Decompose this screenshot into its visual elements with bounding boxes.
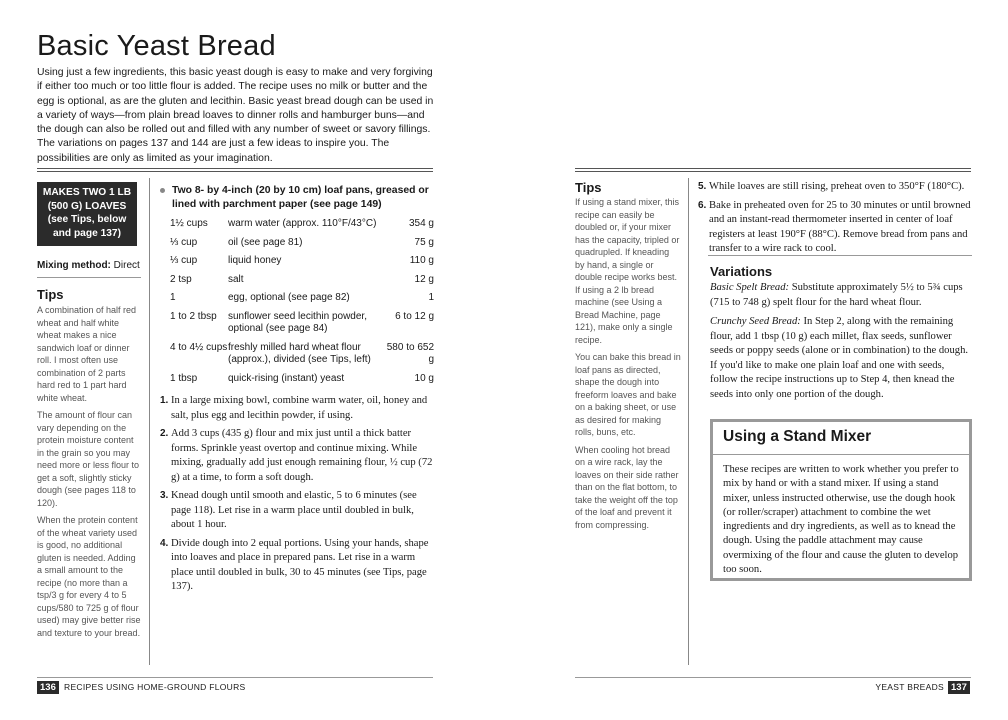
- ingredient-row: [170, 311, 434, 336]
- equipment-note: [160, 184, 435, 211]
- yield-line: MAKES TWO 1 LB: [42, 187, 132, 198]
- variation-name: Crunchy Seed Bread:: [710, 316, 801, 327]
- step-number: 6.: [698, 199, 707, 211]
- ingredient-name: oil (see page 81): [228, 236, 303, 248]
- method-step: [698, 199, 973, 257]
- page-number-right: 137: [948, 681, 970, 694]
- sidebar-box-text: These recipes are written to work whether you prefer to mix by hand or with a stand mixer. If using a stand mixer, unless instructed otherwise, use the dough hook (or roller/scraper) attachment to combine the wet ingredients and dry ingredients, as well as to knead the dough. Using the paddle attachment may cause overmixing of the flour and cause the gluten to develop too soon.: [723, 464, 959, 576]
- running-head-right: YEAST BREADS: [875, 682, 944, 692]
- ingredient-list: [170, 218, 434, 391]
- ingredient-amount: ⅓ cup: [170, 255, 198, 266]
- ingredient-amount: 2 tsp: [170, 273, 192, 285]
- tips-left: [37, 304, 143, 644]
- tip-paragraph: When the protein content of the wheat variety used is good, no additional gluten is needed. Adding a small amount to the recipe (no more than a tsp/3 g for every 4 to 5 cups/580 to 725 g of flour used) may give better rise and texture to your bread.: [37, 515, 141, 638]
- footer-divider-left: [37, 677, 433, 678]
- ingredient-row: [170, 218, 434, 231]
- ingredient-name: egg, optional (see page 82): [228, 292, 350, 303]
- variation-text: In Step 2, along with the remaining flour, add 1 tbsp (10 g) each millet, flax seeds, sunflower seeds or poppy seeds (alone or in combination) to the dough. If you'd like to make one plain loaf and one with seeds, follow the recipe instructions up to Step 4, then knead the seeds into only one portion of the dough.: [710, 316, 969, 400]
- step-text: Divide dough into 2 equal portions. Using your hands, shape into loaves and place in prepared pans. Let rise in a warm place until doubled in bulk, 30 to 45 minutes (see Tips, page 137).: [171, 537, 429, 592]
- variation-name: Basic Spelt Bread:: [710, 282, 790, 293]
- ingredient-amount: ⅓ cup: [170, 236, 198, 248]
- header-divider-left: [37, 168, 433, 172]
- ingredient-weight: 110 g: [409, 255, 434, 266]
- ingredient-row: [170, 292, 434, 305]
- method-step: [160, 537, 435, 595]
- divider: [708, 255, 972, 256]
- tips-heading-right: Tips: [575, 180, 602, 195]
- running-head-left: RECIPES USING HOME-GROUND FLOURS: [64, 682, 246, 692]
- step-number: 2.: [160, 428, 169, 439]
- ingredient-weight: 354 g: [408, 218, 434, 229]
- tip-paragraph: A combination of half red wheat and half white wheat makes a nice sandwich loaf or dinner roll. I most often use combination of 2 parts hard red to 1 part hard white wheat.: [37, 305, 137, 403]
- sidebar-box: [710, 419, 972, 581]
- variation-item: [710, 315, 972, 402]
- step-number: 3.: [160, 490, 169, 501]
- ingredient-name: sunflower seed lecithin powder, optional (see page 84): [228, 310, 367, 334]
- tip-paragraph: If using a stand mixer, this recipe can easily be doubled or, if your mixer has the capacity, tripled or quadrupled. If kneading by hand, a single or double recipe works best. If using a 2 lb bread machine (see Using a Bread Machine, page 121), make only a single recipe.: [575, 197, 680, 345]
- ingredient-name: salt: [228, 273, 244, 285]
- mixing-method: [37, 259, 141, 272]
- ingredient-amount: 1: [170, 292, 176, 303]
- column-divider-right: [688, 178, 689, 665]
- ingredient-weight: 10 g: [414, 372, 434, 384]
- intro-paragraph: Using just a few ingredients, this basic yeast dough is easy to make and very forgiving if either too much or too little flour is added. The recipe uses no milk or butter and the egg is optional, as are the gluten and lecithin. Basic yeast bread dough can be used in a variety of ways—from plain bread loaves to dinner rolls and hamburger buns—and the dough can also be rolled out and filled with any number of sweet or savory fillings. The variations on pages 137 and 144 are just a few ideas to inspire you. The possibilities are only as limited as your imagination.: [37, 67, 434, 164]
- divider: [713, 454, 969, 455]
- method-steps-right: [698, 180, 973, 261]
- ingredient-row: [170, 373, 434, 386]
- method-step: [698, 180, 973, 195]
- step-number: 5.: [698, 181, 707, 192]
- step-number: 1.: [160, 395, 169, 406]
- ingredient-row: [170, 342, 434, 367]
- ingredient-amount: 1 to 2 tbsp: [170, 310, 217, 322]
- ingredient-weight: 580 to 652 g: [386, 341, 434, 365]
- step-text: Add 3 cups (435 g) flour and mix just until a thick batter forms. Sprinkle yeast overtop and continue mixing. While mixing, gradually add just enough remaining flour, ½ cup (72 g) at a time, to form a soft dough.: [171, 428, 433, 483]
- column-divider-left: [149, 178, 150, 665]
- yield-line: (500 G) LOAVES: [47, 200, 127, 212]
- equipment-text: Two 8- by 4-inch (20 by 10 cm) loaf pans, greased or lined with parchment paper (see page 149): [172, 185, 429, 210]
- tips-heading-left: Tips: [37, 287, 64, 302]
- footer-divider-right: [575, 677, 971, 678]
- ingredient-row: [170, 255, 434, 268]
- ingredient-name: liquid honey: [228, 255, 282, 266]
- ingredient-name: quick-rising (instant) yeast: [228, 372, 345, 384]
- mixing-method-label: Mixing method:: [37, 260, 111, 271]
- ingredient-row: [170, 237, 434, 250]
- method-steps-left: [160, 394, 435, 599]
- tips-right: [575, 196, 681, 536]
- yield-line: (see Tips, below: [47, 214, 127, 225]
- ingredient-weight: 12 g: [414, 273, 434, 285]
- tip-paragraph: The amount of flour can vary depending on the protein moisture content in the grain so you may need more or less flour to get a soft, slightly sticky dough (see pages 118 to 120).: [37, 410, 140, 508]
- ingredient-weight: 1: [428, 292, 434, 303]
- page-number-left: 136: [37, 681, 59, 694]
- page-title: Basic Yeast Bread: [37, 30, 276, 62]
- step-number: 4.: [160, 537, 169, 549]
- yield-box: [37, 182, 137, 246]
- ingredient-amount: 1½ cups: [170, 218, 208, 229]
- ingredient-weight: 6 to 12 g: [395, 310, 434, 322]
- header-divider-right: [575, 168, 971, 172]
- variations-heading: Variations: [710, 264, 773, 279]
- ingredient-row: [170, 274, 434, 287]
- mixing-method-value: Direct: [113, 260, 140, 271]
- step-text: While loaves are still rising, preheat oven to 350°F (180°C).: [709, 181, 965, 192]
- variations-list: [710, 281, 972, 407]
- bullet-icon: [160, 188, 165, 193]
- variation-item: [710, 281, 972, 310]
- tip-paragraph: You can bake this bread in loaf pans as directed, shape the dough into freeform loaves and bake on a baking sheet, or use as desired for making rolls, buns, etc.: [575, 352, 681, 437]
- divider: [37, 277, 141, 278]
- step-text: Knead dough until smooth and elastic, 5 to 6 minutes (see page 118). Let rise in a warm place until doubled in bulk, about 1 hour.: [171, 490, 417, 530]
- method-step: [160, 489, 435, 533]
- yield-line: and page 137): [53, 227, 121, 239]
- ingredient-weight: 75 g: [414, 236, 434, 248]
- tip-paragraph: When cooling hot bread on a wire rack, lay the loaves on their side rather than on the flat bottom, to take the weight off the top of the loaf and prevent it from compressing.: [575, 444, 679, 530]
- ingredient-name: warm water (approx. 110°F/43°C): [228, 218, 377, 229]
- ingredient-amount: 1 tbsp: [170, 372, 198, 384]
- step-text: Bake in preheated oven for 25 to 30 minutes or until browned and an instant-read thermometer inserted in center of loaf registers at least 190°F (88°C). Remove bread from pans and transfer to a wire rack to cool.: [709, 199, 971, 254]
- variation-text: Substitute approximately 5½ to 5¾ cups (715 to 748 g) spelt flour for the hard wheat flour.: [710, 282, 963, 308]
- step-text: In a large mixing bowl, combine warm water, oil, honey and salt, plus egg and lecithin powder, if using.: [171, 395, 428, 421]
- ingredient-amount: 4 to 4½ cups: [170, 341, 228, 353]
- method-step: [160, 394, 435, 423]
- ingredient-name: freshly milled hard wheat flour (approx.), divided (see Tips, left): [228, 341, 371, 365]
- sidebar-box-title: Using a Stand Mixer: [723, 428, 872, 445]
- method-step: [160, 427, 435, 485]
